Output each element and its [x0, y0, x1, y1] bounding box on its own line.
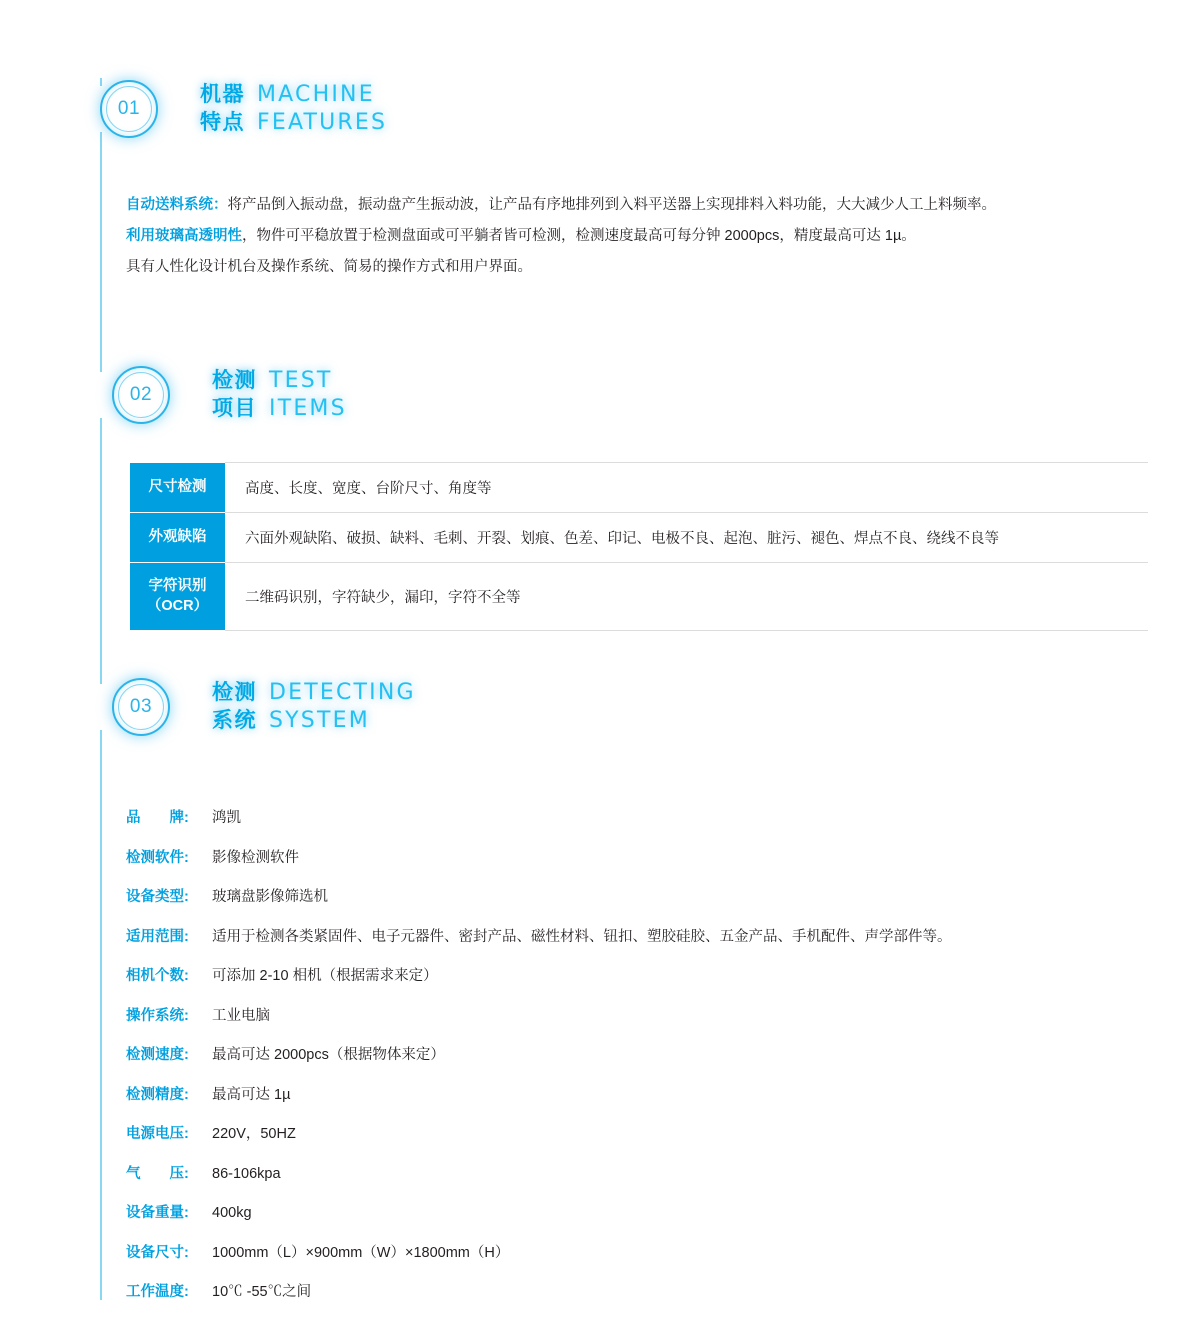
badge-inner-ring-icon	[118, 684, 164, 730]
table-row-label-text: 尺寸检测	[148, 478, 207, 495]
table-row-label-sub: （OCR）	[146, 597, 209, 614]
spec-label: 工作温度:	[126, 1284, 189, 1300]
spec-value: 适用于检测各类紧固件、电子元器件、密封产品、磁性材料、钮扣、塑胶硅胶、五金产品、手机配件、声学部件等。	[212, 928, 952, 945]
section-title-line-1	[212, 367, 347, 395]
table-row-label	[130, 563, 225, 631]
section-header-detecting-system	[112, 678, 416, 736]
table-row-label-text: 字符识别	[148, 578, 207, 594]
table-row-label	[130, 513, 225, 563]
section-title-block	[212, 367, 347, 423]
spec-row	[126, 1241, 1166, 1262]
section-title-block	[212, 679, 416, 735]
section-title-cn-2: 项目	[212, 397, 257, 420]
section-title-en-1: TEST	[269, 367, 333, 393]
section-title-line-1	[200, 81, 387, 109]
spec-value: 1000mm（L）×900mm（W）×1800mm（H）	[212, 1244, 510, 1261]
feature-text: ，物件可平稳放置于检测盘面或可平躺者皆可检测，检测速度最高可每分钟 2000pcs，精度最高可达 1µ。	[242, 228, 916, 245]
section-title-line-2	[200, 109, 387, 137]
table-row-label	[130, 463, 225, 513]
section-number: 02	[129, 384, 153, 405]
spec-row	[126, 806, 1166, 827]
table-row-value: 二维码识别，字符缺少，漏印，字符不全等	[225, 563, 1148, 631]
table-row	[130, 513, 1148, 563]
feature-paragraph	[126, 221, 1146, 252]
section-title-cn-2: 系统	[212, 709, 257, 732]
badge-inner-ring-icon	[118, 372, 164, 418]
spine-mask-2	[96, 372, 108, 418]
spec-label: 电源电压:	[126, 1126, 189, 1142]
section-title-line-2	[212, 395, 347, 423]
feature-text: 具有人性化设计机台及操作系统、简易的操作方式和用户界面。	[126, 259, 532, 276]
spec-label: 检测软件:	[126, 849, 189, 866]
spine-mask-3	[96, 684, 108, 730]
table-row-value: 高度、长度、宽度、台阶尺寸、角度等	[225, 463, 1148, 513]
spec-row	[126, 1083, 1166, 1104]
section-badge-03	[112, 678, 170, 736]
test-items-table	[130, 462, 1148, 631]
spec-row	[126, 1043, 1166, 1064]
feature-paragraph	[126, 252, 1146, 283]
spec-value: 220V，50HZ	[212, 1126, 296, 1142]
feature-keyword: 自动送料系统：	[126, 197, 228, 213]
spec-value: 工业电脑	[212, 1007, 270, 1024]
section-header-test-items	[112, 366, 347, 424]
spec-row	[126, 925, 1166, 946]
spec-row	[126, 1280, 1166, 1301]
spec-label: 操作系统:	[126, 1007, 189, 1024]
section-title-cn-1: 机器	[200, 82, 245, 106]
table-row	[130, 463, 1148, 513]
section-title-block	[200, 81, 387, 137]
table-row-value: 六面外观缺陷、破损、缺料、毛刺、开裂、划痕、色差、印记、电极不良、起泡、脏污、褪色、焊点不良、绕线不良等	[225, 513, 1148, 563]
spec-row	[126, 1122, 1166, 1143]
machine-features-body	[126, 190, 1146, 284]
spec-row	[126, 1004, 1166, 1025]
spec-label: 设备重量:	[126, 1205, 189, 1221]
spec-label: 品 牌:	[126, 810, 189, 826]
section-title-cn-1: 检测	[212, 368, 257, 392]
spec-label: 检测精度:	[126, 1086, 189, 1103]
section-title-en-1: MACHINE	[257, 81, 375, 107]
spec-label: 设备类型:	[126, 889, 189, 905]
section-number: 03	[129, 696, 153, 717]
feature-paragraph	[126, 190, 1146, 221]
section-title-line-2	[212, 707, 416, 735]
spec-list	[126, 806, 1166, 1320]
spec-value: 最高可达 1µ	[212, 1086, 291, 1103]
spec-label: 设备尺寸:	[126, 1244, 189, 1261]
section-title-en-2: ITEMS	[269, 396, 347, 421]
section-title-en-2: SYSTEM	[269, 708, 370, 733]
feature-keyword: 利用玻璃高透明性	[126, 228, 242, 245]
section-title-en-1: DETECTING	[269, 679, 416, 705]
spec-value: 玻璃盘影像筛选机	[212, 889, 328, 905]
section-badge-01	[100, 80, 158, 138]
spec-value: 400kg	[212, 1205, 252, 1221]
spec-label: 相机个数:	[126, 968, 189, 984]
spec-value: 鸿凯	[212, 810, 241, 826]
spec-label: 气 压:	[126, 1165, 189, 1182]
section-title-cn-2: 特点	[200, 111, 245, 134]
spec-value: 10℃ -55℃之间	[212, 1284, 312, 1300]
table-row-label-text: 外观缺陷	[148, 528, 207, 545]
badge-inner-ring-icon	[106, 86, 152, 132]
spec-value: 最高可达 2000pcs（根据物体来定）	[212, 1047, 445, 1063]
table-row	[130, 563, 1148, 631]
section-header-machine-features	[100, 80, 387, 138]
section-title-cn-1: 检测	[212, 680, 257, 704]
spec-label: 适用范围:	[126, 928, 189, 945]
section-badge-02	[112, 366, 170, 424]
spec-label: 检测速度:	[126, 1047, 189, 1063]
spec-value: 影像检测软件	[212, 849, 299, 866]
spec-value: 86-106kpa	[212, 1165, 281, 1182]
spec-row	[126, 1162, 1166, 1183]
feature-text: 将产品倒入振动盘，振动盘产生振动波，让产品有序地排列到入料平送器上实现排料入料功能，大大减少人工上料频率。	[227, 197, 996, 213]
spec-row	[126, 1201, 1166, 1222]
section-title-line-1	[212, 679, 416, 707]
section-title-en-2: FEATURES	[257, 110, 388, 135]
spec-value: 可添加 2-10 相机（根据需求来定）	[212, 968, 438, 984]
spec-row	[126, 964, 1166, 985]
spec-row	[126, 846, 1166, 867]
spec-row	[126, 885, 1166, 906]
section-number: 01	[117, 98, 141, 119]
